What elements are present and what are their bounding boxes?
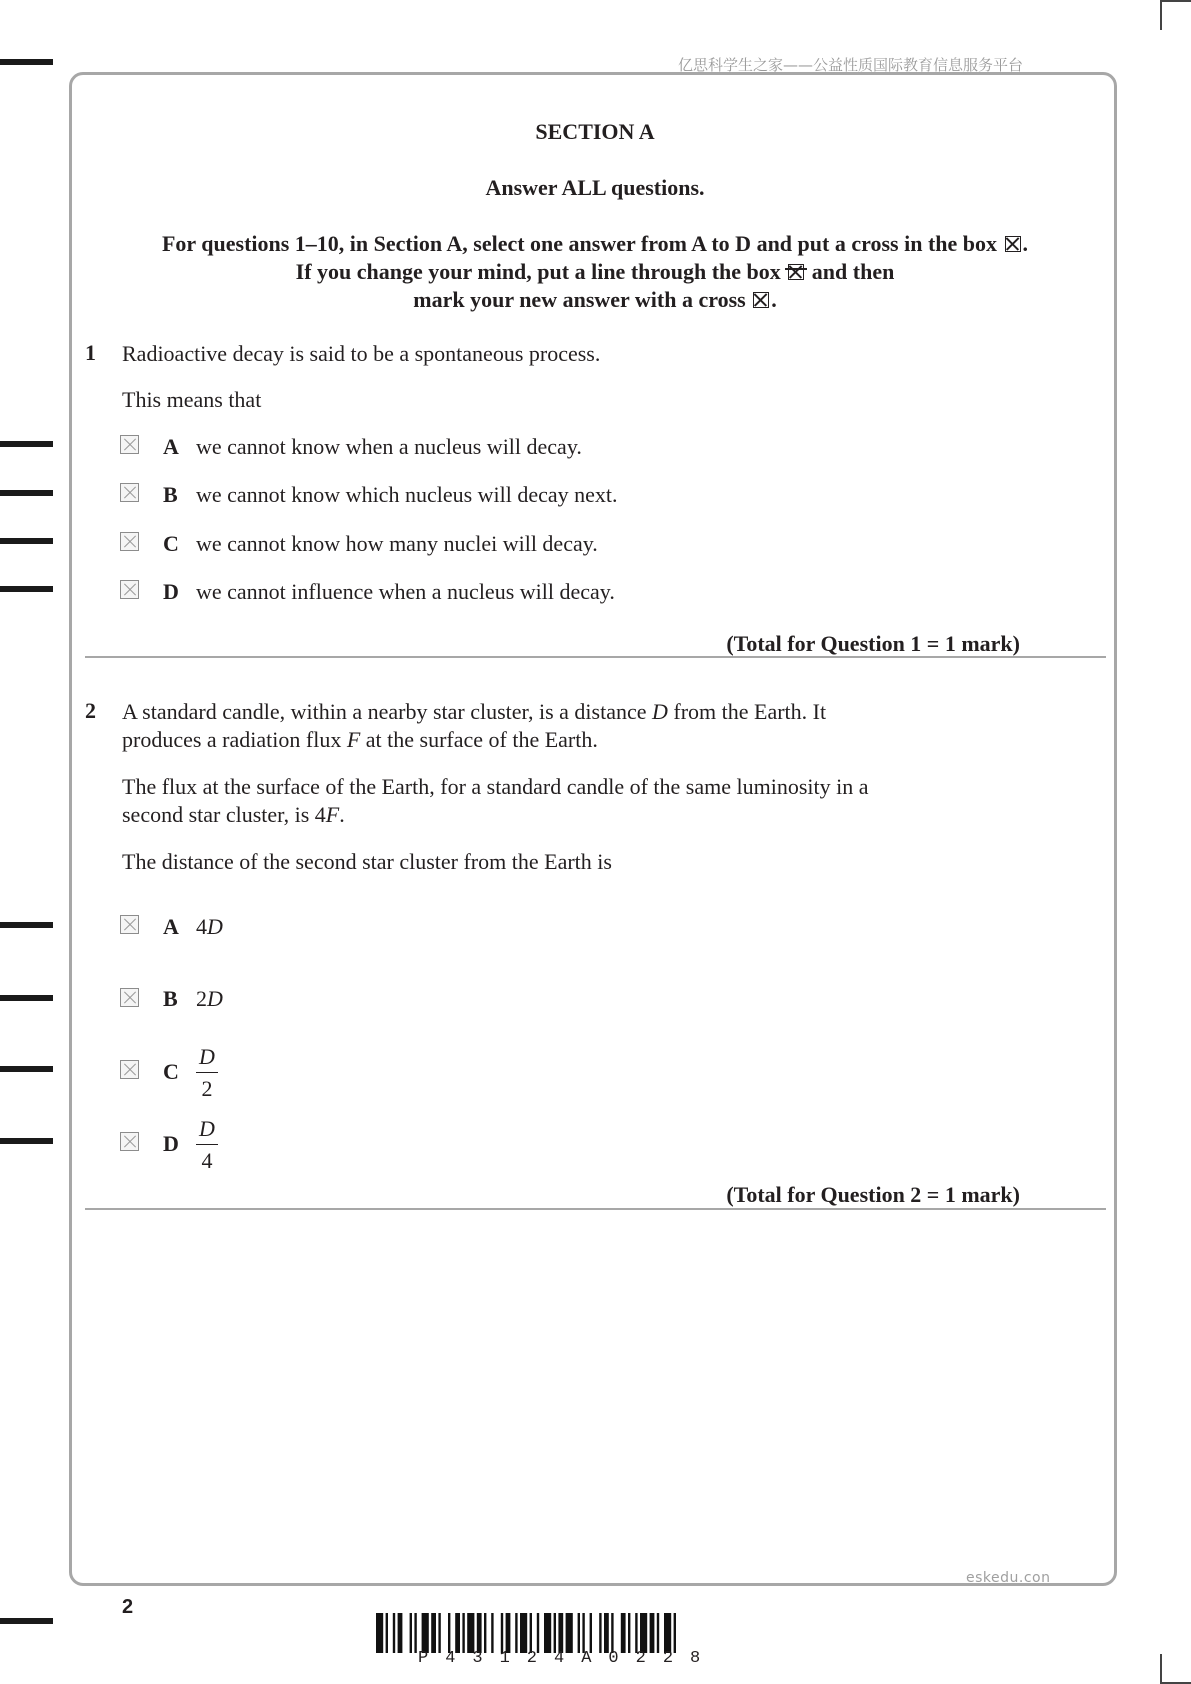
question-1-lead: This means that (122, 387, 262, 412)
answer-checkbox-q1-a[interactable] (120, 435, 139, 454)
option-letter: A (163, 914, 179, 939)
margin-tick (0, 1618, 53, 1624)
stem-text: A standard candle, within a nearby star cluster, is a distance (122, 699, 647, 724)
option-letter: B (163, 482, 178, 507)
answer-checkbox-q2-d[interactable] (120, 1132, 139, 1151)
barcode-bar (484, 1613, 486, 1653)
variable-f: F (346, 727, 361, 752)
question-2-lead: The distance of the second star cluster from the Earth is (122, 849, 612, 874)
barcode-bar (414, 1613, 416, 1653)
variable-d: D (207, 914, 223, 939)
barcode-bar (599, 1613, 601, 1653)
barcode-bar (491, 1613, 493, 1653)
instructions-text: For questions 1–10, in Section A, select one answer from A to D and put a cross in the box (161, 231, 998, 256)
option-letter: D (163, 579, 179, 604)
paragraph-line: The flux at the surface of the Earth, for a standard candle of the same luminosity in a (122, 774, 869, 799)
answer-checkbox-q2-c[interactable] (120, 1060, 139, 1079)
instructions-line-3 (69, 286, 1121, 314)
barcode-bar (604, 1613, 609, 1653)
question-divider (85, 656, 1106, 658)
page-number: 2 (122, 1596, 134, 1618)
option-text: we cannot know how many nuclei will decay. (196, 531, 598, 556)
fraction-denominator: 2 (201, 1076, 213, 1101)
barcode-text: P43124A0228 (418, 1649, 718, 1668)
option-text: we cannot know when a nucleus will decay. (196, 434, 582, 459)
variable-d: D (207, 986, 223, 1011)
instructions-text: . (771, 287, 777, 312)
barcode-bar (554, 1613, 556, 1653)
option-letter: B (163, 986, 178, 1011)
margin-tick (0, 1066, 53, 1072)
crop-mark (1160, 1654, 1162, 1684)
margin-tick (0, 538, 53, 544)
answer-all-heading: Answer ALL questions. (485, 175, 705, 200)
question-2-paragraph (122, 773, 869, 829)
answer-checkbox-q1-b[interactable] (120, 483, 139, 502)
fraction-denominator: 4 (201, 1148, 213, 1173)
barcode-bar (393, 1613, 395, 1653)
barcode-bar (515, 1613, 517, 1653)
barcode-bar (537, 1613, 539, 1653)
instructions (69, 230, 1121, 314)
barcode-bar (431, 1613, 436, 1653)
stem-text: at the surface of the Earth. (365, 727, 598, 752)
barcode-bar (657, 1613, 659, 1653)
watermark-bottom: eskedu.con (966, 1570, 1051, 1586)
barcode-bar (621, 1613, 626, 1653)
instructions-text: and then (811, 259, 895, 284)
margin-tick (0, 995, 53, 1001)
struck-cross-box-icon (788, 264, 804, 280)
barcode-bar (590, 1613, 592, 1653)
question-divider (85, 1208, 1106, 1210)
stem-text: produces a radiation flux (122, 727, 342, 752)
barcode-bar (611, 1613, 613, 1653)
option-b-value (196, 986, 223, 1012)
paragraph-line (122, 801, 869, 829)
option-letter: C (163, 531, 179, 556)
variable-d: D (652, 699, 668, 724)
margin-tick (0, 922, 53, 928)
barcode-bar (477, 1613, 482, 1653)
crop-mark (1160, 0, 1191, 2)
barcode-bar (582, 1613, 584, 1653)
barcode-bar (467, 1613, 474, 1653)
option-c-fraction (196, 1044, 218, 1102)
paragraph-text: second star cluster, is 4 (122, 802, 326, 827)
margin-tick (0, 490, 53, 496)
stem-line (122, 726, 826, 754)
cross-box-icon (753, 292, 769, 308)
stem-line (122, 698, 826, 726)
answer-checkbox-q1-d[interactable] (120, 580, 139, 599)
barcode-bar (566, 1613, 573, 1653)
instructions-text: mark your new answer with a cross (413, 287, 746, 312)
question-1-stem: Radioactive decay is said to be a spontaneous process. (122, 341, 601, 366)
barcode-bar (376, 1613, 383, 1653)
instructions-line-2 (69, 258, 1121, 286)
barcode-bar (674, 1613, 676, 1653)
barcode-bar (410, 1613, 412, 1653)
barcode-bar (640, 1613, 647, 1653)
answer-checkbox-q2-b[interactable] (120, 988, 139, 1007)
watermark-top: 亿思科学生之家——公益性质国际教育信息服务平台 (678, 56, 1024, 74)
option-text: we cannot know which nucleus will decay next. (196, 482, 618, 507)
question-2-stem (122, 698, 826, 754)
barcode-bar (664, 1613, 671, 1653)
barcode-bar (386, 1613, 388, 1653)
barcode-bar (544, 1613, 551, 1653)
barcode (376, 1613, 812, 1653)
crop-mark (1160, 0, 1162, 30)
barcode-bar (530, 1613, 532, 1653)
barcode-bar (578, 1613, 580, 1653)
barcode-bar (506, 1613, 511, 1653)
section-title: SECTION A (535, 119, 655, 144)
cross-box-icon (1005, 236, 1021, 252)
margin-tick (0, 1138, 53, 1144)
coefficient: 4 (196, 914, 207, 939)
barcode-bar (462, 1613, 464, 1653)
margin-tick (0, 586, 53, 592)
barcode-bar (635, 1613, 637, 1653)
question-1-total: (Total for Question 1 = 1 mark) (726, 631, 1020, 656)
margin-tick (0, 441, 53, 447)
margin-tick (0, 59, 53, 65)
coefficient: 2 (196, 986, 207, 1011)
barcode-bar (501, 1613, 503, 1653)
barcode-bar (455, 1613, 460, 1653)
stem-text: from the Earth. It (673, 699, 827, 724)
option-letter: A (163, 434, 179, 459)
question-1-number: 1 (85, 340, 96, 365)
option-text: we cannot influence when a nucleus will decay. (196, 579, 615, 604)
barcode-bar (558, 1613, 563, 1653)
fraction-numerator: D (196, 1044, 218, 1073)
barcode-bar (448, 1613, 450, 1653)
barcode-bar (438, 1613, 440, 1653)
question-2-number: 2 (85, 698, 96, 723)
option-letter: C (163, 1059, 179, 1084)
instructions-line-1 (69, 230, 1121, 258)
fraction-numerator: D (196, 1116, 218, 1145)
barcode-bar (650, 1613, 655, 1653)
answer-checkbox-q2-a[interactable] (120, 915, 139, 934)
option-letter: D (163, 1131, 179, 1156)
option-d-fraction (196, 1116, 218, 1174)
variable-f: F (325, 802, 340, 827)
question-2-total: (Total for Question 2 = 1 mark) (726, 1182, 1020, 1207)
instructions-text: . (1022, 231, 1029, 256)
barcode-bar (422, 1613, 429, 1653)
option-a-value (196, 914, 223, 940)
barcode-bar (628, 1613, 630, 1653)
instructions-text: If you change your mind, put a line through the box (295, 259, 781, 284)
answer-checkbox-q1-c[interactable] (120, 532, 139, 551)
paragraph-text: . (339, 802, 345, 827)
barcode-bar (398, 1613, 403, 1653)
barcode-bar (520, 1613, 527, 1653)
